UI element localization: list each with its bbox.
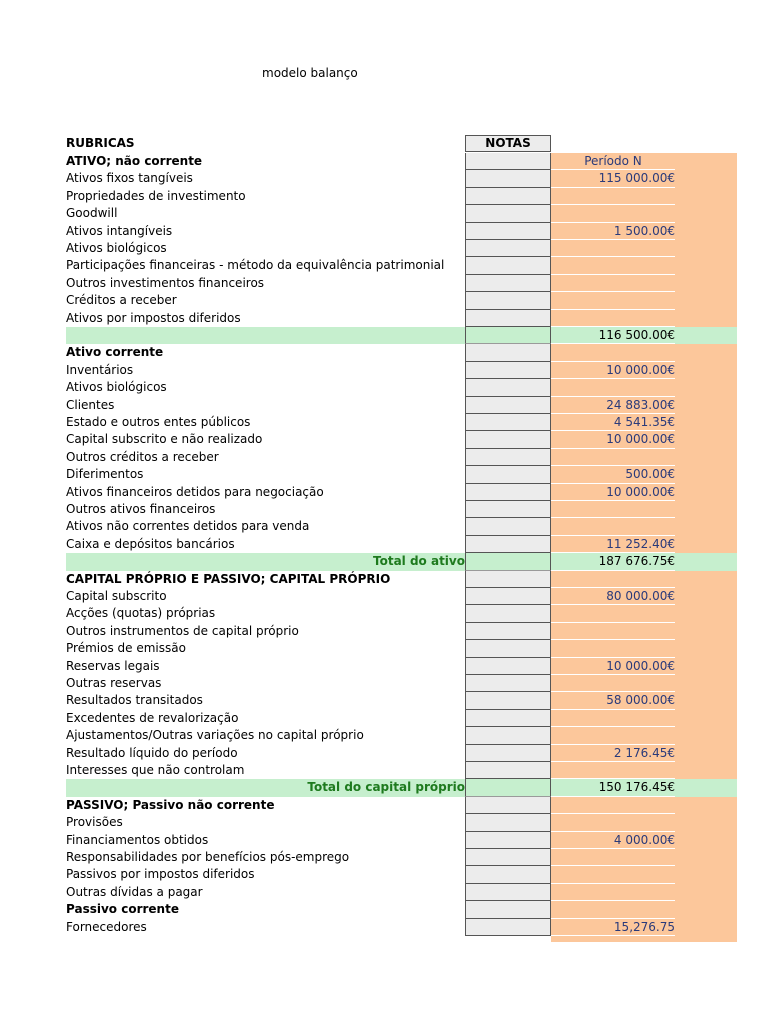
period-value-cell[interactable]	[551, 762, 675, 779]
notas-cell[interactable]	[465, 484, 551, 501]
balance-row	[0, 484, 768, 501]
row-label: Interesses que não controlam	[66, 763, 245, 777]
notas-cell[interactable]	[465, 727, 551, 744]
notas-cell[interactable]	[465, 501, 551, 518]
notas-cell[interactable]	[465, 275, 551, 292]
period-value-cell[interactable]: 10 000.00€	[551, 431, 675, 448]
notas-cell[interactable]	[465, 310, 551, 327]
notas-cell[interactable]	[465, 257, 551, 274]
period-value-cell[interactable]	[551, 188, 675, 205]
period-value-cell[interactable]	[551, 727, 675, 744]
balance-row	[0, 884, 768, 901]
balance-row	[0, 762, 768, 779]
notas-cell[interactable]	[465, 518, 551, 535]
balance-row	[0, 170, 768, 187]
period-value-cell[interactable]	[551, 814, 675, 831]
row-label: Ativos biológicos	[66, 380, 167, 395]
balance-row	[0, 257, 768, 274]
balance-row	[0, 866, 768, 883]
notas-cell[interactable]	[465, 292, 551, 309]
period-value-cell[interactable]: 10 000.00€	[551, 658, 675, 675]
row-label: Capital subscrito	[66, 589, 167, 603]
balance-row	[0, 362, 768, 379]
row-label: Ativos intangíveis	[66, 223, 173, 238]
balance-row	[0, 449, 768, 466]
period-value-cell[interactable]	[551, 605, 675, 622]
period-value-cell[interactable]: 187 676.75€	[551, 553, 675, 570]
period-value-cell[interactable]: 4 541.35€	[551, 414, 675, 431]
balance-row	[0, 431, 768, 448]
notas-cell[interactable]	[465, 397, 551, 414]
period-value-cell[interactable]: 24 883.00€	[551, 397, 675, 414]
row-label: Acções (quotas) próprias	[66, 606, 216, 621]
notas-cell[interactable]	[465, 866, 551, 883]
notas-cell[interactable]	[465, 692, 551, 709]
notas-cell[interactable]	[465, 327, 551, 344]
balance-row	[0, 275, 768, 292]
balance-row	[0, 588, 768, 605]
balance-row	[0, 344, 768, 361]
balance-row	[0, 658, 768, 675]
balance-row	[0, 414, 768, 431]
balance-row	[0, 919, 768, 936]
balance-row	[0, 727, 768, 744]
notas-cell[interactable]	[465, 623, 551, 640]
row-label: Provisões	[66, 815, 123, 830]
notas-cell[interactable]	[465, 745, 551, 762]
row-label: Resultados transitados	[66, 693, 203, 708]
row-label: CAPITAL PRÓPRIO E PASSIVO; CAPITAL PRÓPRIO	[66, 571, 391, 586]
notas-cell[interactable]	[465, 431, 551, 448]
row-label: Total do ativo	[373, 554, 465, 569]
balance-row	[0, 675, 768, 692]
notas-cell[interactable]	[465, 414, 551, 431]
row-label: Clientes	[66, 397, 115, 412]
notas-cell[interactable]	[465, 884, 551, 901]
document-title: modelo balanço	[262, 66, 358, 80]
period-value-cell[interactable]	[551, 571, 675, 588]
row-label: Outros ativos financeiros	[66, 502, 216, 516]
balance-row	[0, 536, 768, 553]
period-value-cell[interactable]	[551, 449, 675, 466]
period-value-cell[interactable]	[551, 884, 675, 901]
period-value-cell[interactable]	[551, 849, 675, 866]
notas-cell[interactable]	[465, 588, 551, 605]
period-value-cell[interactable]	[551, 205, 675, 222]
row-label: Passivos por impostos diferidos	[66, 867, 255, 882]
notas-cell[interactable]	[465, 710, 551, 727]
period-value-cell[interactable]	[551, 501, 675, 518]
row-label: Outras reservas	[66, 676, 162, 690]
period-value-cell[interactable]: 10 000.00€	[551, 362, 675, 379]
balance-row	[0, 240, 768, 257]
notas-cell[interactable]	[465, 553, 551, 570]
row-label: Fornecedores	[66, 919, 147, 934]
notas-cell[interactable]	[465, 466, 551, 483]
row-label: Ajustamentos/Outras variações no capital próprio	[66, 728, 364, 743]
balance-row	[0, 397, 768, 414]
row-label: Ativos por impostos diferidos	[66, 310, 241, 325]
notas-cell[interactable]	[465, 379, 551, 396]
notas-cell[interactable]	[465, 901, 551, 918]
notas-cell[interactable]	[465, 762, 551, 779]
row-label: Prémios de emissão	[66, 641, 186, 656]
row-label: Propriedades de investimento	[66, 188, 246, 203]
row-label: PASSIVO; Passivo não corrente	[66, 797, 275, 812]
row-label: ATIVO; não corrente	[66, 154, 203, 168]
period-value-cell[interactable]: 115 000.00€	[551, 170, 675, 187]
balance-row	[0, 571, 768, 588]
balance-row	[0, 153, 768, 170]
period-value-cell[interactable]	[551, 710, 675, 727]
balance-row	[0, 901, 768, 918]
balance-row	[0, 501, 768, 518]
row-label: Participações financeiras - método da equivalência patrimonial	[66, 258, 445, 273]
row-label: Diferimentos	[66, 467, 144, 482]
period-value-cell[interactable]	[551, 240, 675, 257]
row-label: Ativos financeiros detidos para negociação	[66, 484, 324, 499]
period-value-cell[interactable]	[551, 866, 675, 883]
period-value-cell[interactable]	[551, 257, 675, 274]
notas-cell[interactable]	[465, 362, 551, 379]
total-row	[0, 779, 768, 796]
notas-cell[interactable]	[465, 344, 551, 361]
balance-row	[0, 640, 768, 657]
balance-row	[0, 466, 768, 483]
period-value-cell[interactable]	[551, 797, 675, 814]
notas-column-header[interactable]: NOTAS	[465, 135, 551, 152]
period-value-cell[interactable]	[551, 379, 675, 396]
period-value-cell[interactable]: 58 000.00€	[551, 692, 675, 709]
balance-row	[0, 849, 768, 866]
total-row	[0, 553, 768, 570]
balance-row	[0, 814, 768, 831]
row-label: Passivo corrente	[66, 902, 179, 917]
period-value-cell[interactable]: 500.00€	[551, 466, 675, 483]
row-label: Capital subscrito e não realizado	[66, 432, 263, 447]
notas-cell[interactable]	[465, 240, 551, 257]
balance-row	[0, 518, 768, 535]
period-value-cell[interactable]	[551, 275, 675, 292]
balance-row	[0, 797, 768, 814]
notas-cell[interactable]	[465, 536, 551, 553]
balance-row	[0, 205, 768, 222]
row-label: Financiamentos obtidos	[66, 832, 209, 847]
notas-cell[interactable]	[465, 153, 551, 170]
balance-row	[0, 223, 768, 240]
period-value-cell[interactable]: Período N	[551, 153, 675, 170]
balance-row	[0, 188, 768, 205]
notas-cell[interactable]	[465, 919, 551, 936]
balance-row	[0, 310, 768, 327]
row-label: Goodwill	[66, 206, 118, 221]
period-value-cell[interactable]: 116 500.00€	[551, 327, 675, 344]
period-value-cell[interactable]	[551, 292, 675, 309]
row-label: Total do capital próprio	[307, 780, 465, 795]
row-label: Responsabilidades por benefícios pós-emprego	[66, 850, 350, 864]
notas-cell[interactable]	[465, 675, 551, 692]
notas-cell[interactable]	[465, 170, 551, 187]
period-value-cell[interactable]: 1 500.00€	[551, 223, 675, 240]
row-label: Outros investimentos financeiros	[66, 275, 265, 290]
notas-cell[interactable]	[465, 571, 551, 588]
notas-cell[interactable]	[465, 205, 551, 222]
row-label: Ativos não correntes detidos para venda	[66, 519, 310, 534]
balance-row	[0, 710, 768, 727]
period-value-cell[interactable]: 150 176.45€	[551, 779, 675, 796]
period-value-cell[interactable]: 2 176.45€	[551, 745, 675, 762]
notas-cell[interactable]	[465, 449, 551, 466]
period-value-cell[interactable]	[551, 623, 675, 640]
period-value-cell[interactable]	[551, 518, 675, 535]
total-row	[0, 327, 768, 344]
row-label: Outros créditos a receber	[66, 449, 219, 464]
notas-cell[interactable]	[465, 640, 551, 657]
row-label: Créditos a receber	[66, 293, 177, 308]
period-value-cell[interactable]	[551, 640, 675, 657]
row-label: Reservas legais	[66, 658, 160, 673]
balance-row	[0, 292, 768, 309]
period-value-cell[interactable]: 80 000.00€	[551, 588, 675, 605]
row-label: Inventários	[66, 362, 134, 377]
period-value-cell[interactable]: 10 000.00€	[551, 484, 675, 501]
period-value-cell[interactable]	[551, 310, 675, 327]
balance-row	[0, 605, 768, 622]
period-value-cell[interactable]: 15,276.75	[551, 919, 675, 936]
row-label: Outras dívidas a pagar	[66, 884, 203, 899]
balance-row	[0, 379, 768, 396]
notas-cell[interactable]	[465, 832, 551, 849]
rubricas-column-header: RUBRICAS	[66, 136, 135, 150]
notas-cell[interactable]	[465, 779, 551, 796]
row-label: Outros instrumentos de capital próprio	[66, 623, 299, 638]
notas-cell[interactable]	[465, 658, 551, 675]
balance-row	[0, 832, 768, 849]
row-label: Ativos fixos tangíveis	[66, 171, 193, 186]
row-label: Estado e outros entes públicos	[66, 415, 251, 429]
balance-row	[0, 745, 768, 762]
period-value-cell[interactable]: 4 000.00€	[551, 832, 675, 849]
row-label: Ativo corrente	[66, 345, 164, 360]
notas-cell[interactable]	[465, 223, 551, 240]
row-label: Resultado líquido do período	[66, 745, 238, 760]
notas-cell[interactable]	[465, 188, 551, 205]
balance-row	[0, 692, 768, 709]
period-value-cell[interactable]	[551, 344, 675, 361]
notas-cell[interactable]	[465, 814, 551, 831]
row-label: Ativos biológicos	[66, 241, 167, 255]
period-value-cell[interactable]	[551, 675, 675, 692]
period-value-cell[interactable]: 11 252.40€	[551, 536, 675, 553]
row-label: Caixa e depósitos bancários	[66, 536, 235, 551]
balance-row	[0, 623, 768, 640]
notas-cell[interactable]	[465, 797, 551, 814]
notas-cell[interactable]	[465, 849, 551, 866]
period-value-cell[interactable]	[551, 901, 675, 918]
notas-cell[interactable]	[465, 605, 551, 622]
row-label: Excedentes de revalorização	[66, 710, 239, 725]
